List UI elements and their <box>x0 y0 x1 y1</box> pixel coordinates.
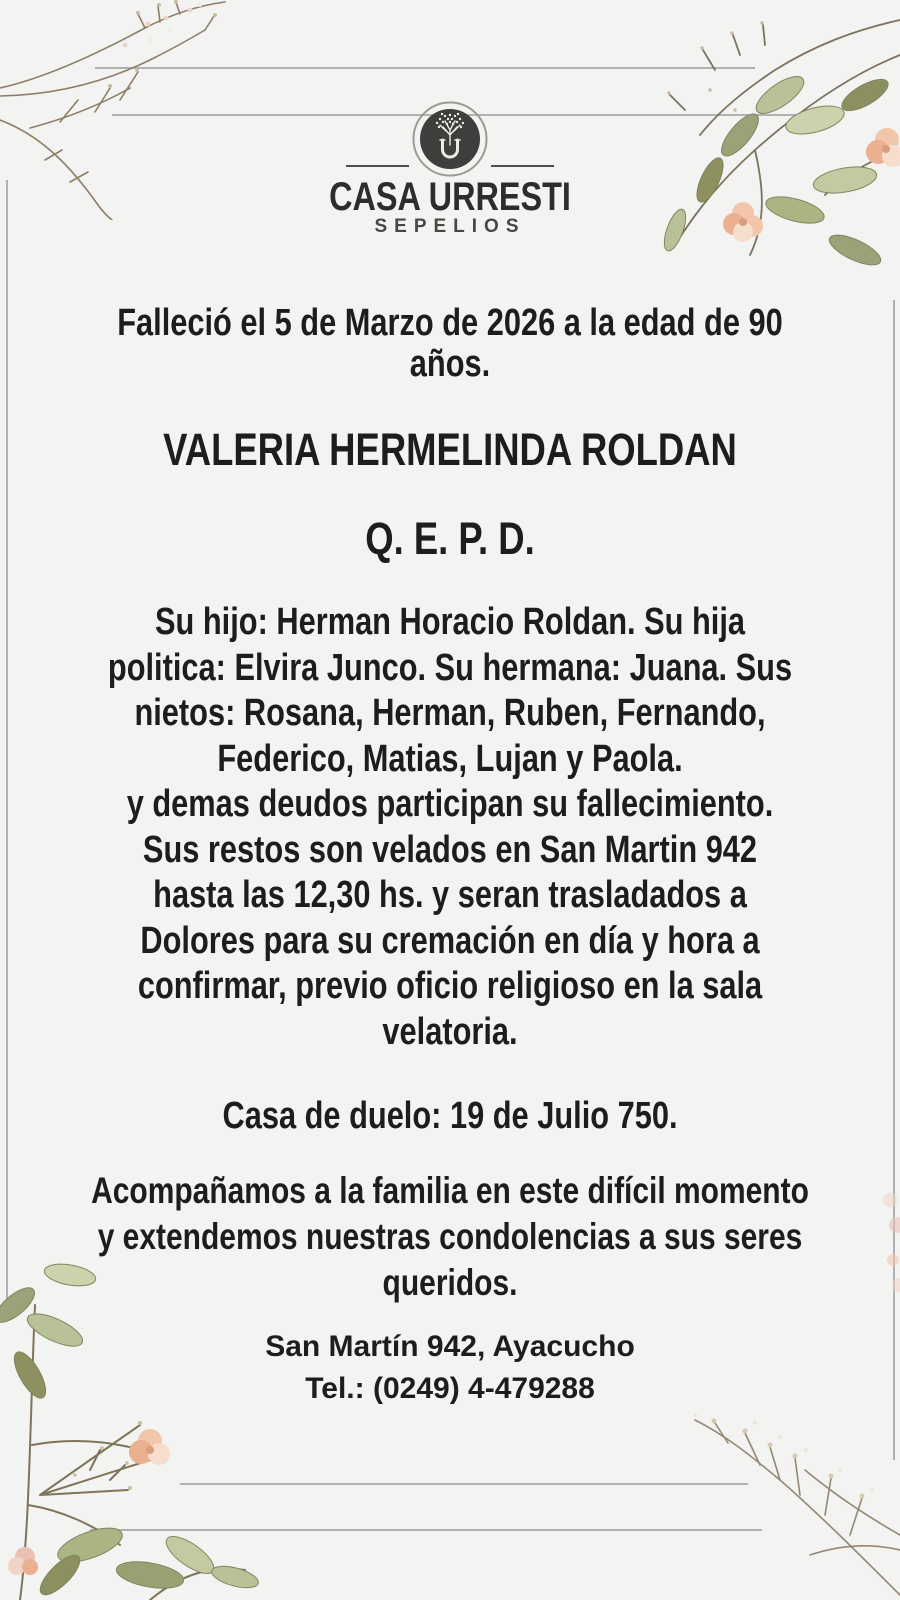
death-date-text <box>0 303 900 385</box>
family-announcement-line: confirmar, previo oficio religioso en la sala <box>137 965 763 1007</box>
mourning-house-line: Casa de duelo: 19 de Julio 750. <box>222 1095 678 1137</box>
qepd-text <box>0 513 900 564</box>
family-announcement-line: Federico, Matias, Lujan y Paola. <box>217 737 683 780</box>
family-announcement-line: Dolores para su cremación en día y hora a <box>140 919 760 962</box>
brand-name <box>0 177 900 218</box>
deceased-name-text: VALERIA HERMELINDA ROLDAN <box>163 424 737 475</box>
family-announcement-line: politica: Elvira Junco. Su hermana: Juana. Sus <box>107 646 793 689</box>
frame-line-bottom-inner <box>180 1483 748 1485</box>
contact-footer <box>0 1326 900 1410</box>
family-announcement-line: Su hijo: Herman Horacio Roldan. Su hija <box>154 601 746 643</box>
condolence-text <box>0 1168 900 1306</box>
qepd-line: Q. E. P. D. <box>365 513 535 564</box>
death-date-line: Falleció el 5 de Marzo de 2026 a la edad de 90 <box>117 302 783 344</box>
brand-name-text: CASA URRESTI <box>329 175 571 219</box>
family-announcement-line: Sus restos son velados en San Martin 942 <box>142 828 758 871</box>
family-announcement-text <box>0 600 900 1055</box>
floral-decoration-bottom-right <box>610 1395 900 1600</box>
family-announcement-line: hasta las 12,30 hs. y seran trasladados a <box>153 874 747 916</box>
condolence-line: queridos. <box>382 1262 518 1303</box>
condolence-line: Acompañamos a la familia en este difícil momento <box>91 1170 809 1211</box>
logo-tree-icon <box>412 101 488 177</box>
logo-divider-right <box>491 165 554 167</box>
brand-tagline-text: SEPELIOS <box>374 216 526 237</box>
brand-tagline <box>0 216 900 238</box>
peach-flower <box>8 1429 170 1575</box>
frame-line-top-outer <box>95 67 755 69</box>
family-announcement-line: velatoria. <box>382 1010 518 1053</box>
phone-text: Tel.: (0249) 4-479288 <box>305 1372 595 1405</box>
family-announcement-line: nietos: Rosana, Herman, Ruben, Fernando, <box>134 692 766 734</box>
death-date-line: años. <box>409 343 491 385</box>
frame-line-bottom-outer <box>90 1529 762 1531</box>
deceased-name <box>0 424 900 475</box>
mourning-house-text <box>0 1094 900 1139</box>
condolence-line: y extendemos nuestras condolencias a sus seres <box>97 1216 803 1257</box>
address-text: San Martín 942, Ayacucho <box>265 1330 635 1363</box>
logo-divider-left <box>346 165 409 167</box>
floral-decoration-top-right <box>615 0 900 315</box>
family-announcement-line: y demas deudos participan su fallecimiento. <box>126 783 774 825</box>
